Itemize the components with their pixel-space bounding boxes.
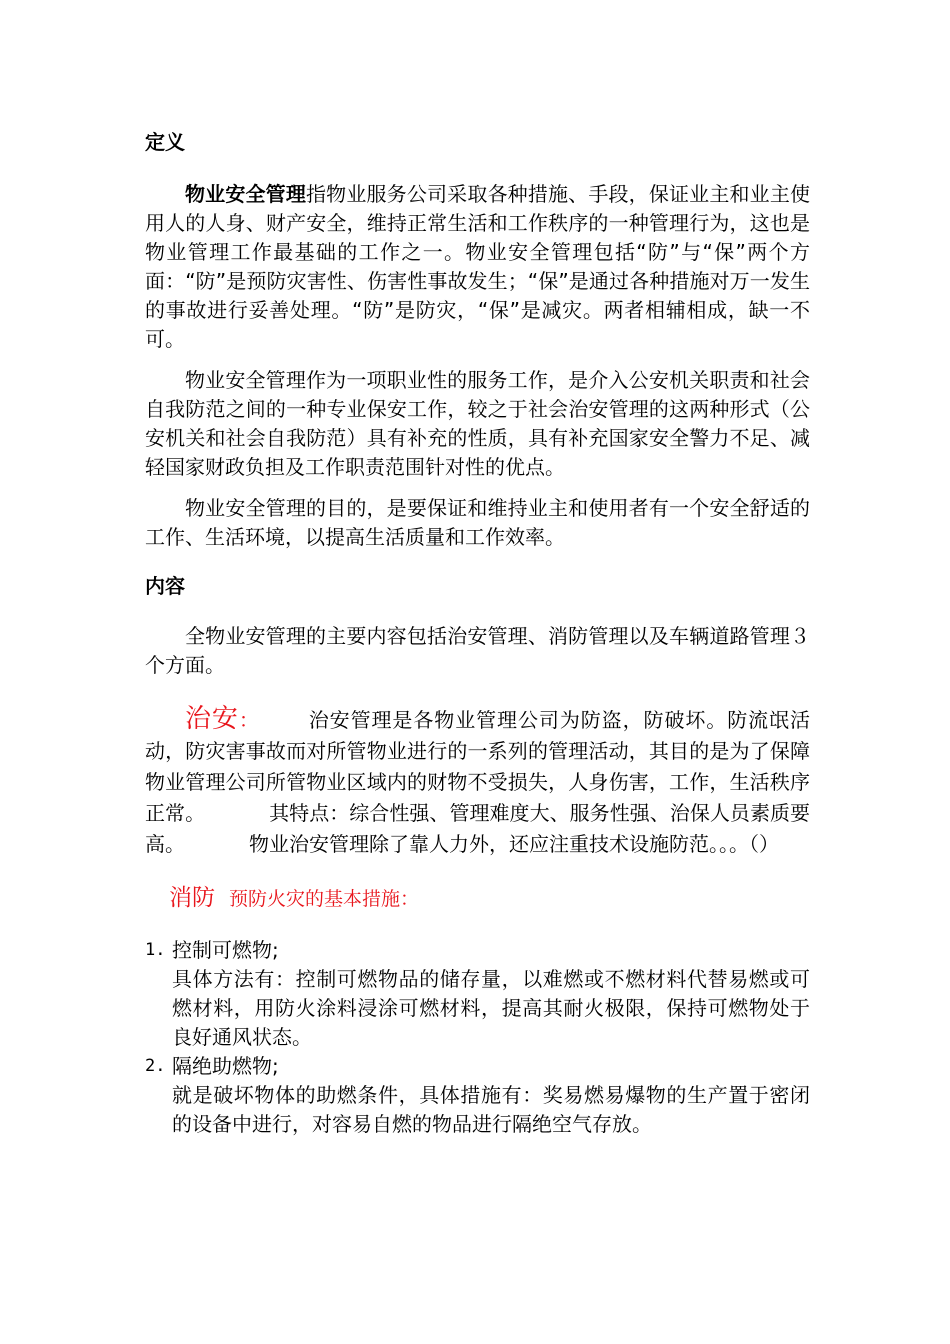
list-item-title: 隔绝助燃物; bbox=[172, 1054, 279, 1078]
section-heading-definition: 定义 bbox=[145, 130, 185, 154]
definition-paragraph-1 bbox=[145, 180, 810, 354]
xiaofang-label: 消防 bbox=[169, 885, 215, 911]
definition-paragraph-3: 物业安全管理的目的，是要保证和维持业主和使用者有一个安全舒适的工作、生活环境，以提高生活质量和工作效率。 bbox=[145, 496, 810, 549]
zhian-text-c: 物业治安管理除了靠人力外，还应注重技术设施防范。。。（） bbox=[249, 832, 779, 856]
definition-paragraph-1-text: 指物业服务公司采取各种措施、手段，保证业主和业主使用人的人身、财产安全，维持正常生活和工作秩序的一种管理行为，这也是物业管理工作最基础的工作之一。物业安全管理包括“防”与“保”两个方面：“防”是预防灾害性、伤害性事故发生；“保”是通过各种措施对万一发生的事故进行妥善处理。“防”是防灾，“保”是减灾。两者相辅相成，缺一不可。 bbox=[145, 182, 810, 351]
list-item bbox=[145, 936, 810, 1052]
list-item bbox=[145, 1052, 810, 1139]
fire-prevention-list bbox=[145, 936, 810, 1139]
term-bold: 物业安全管理 bbox=[185, 182, 306, 206]
definition-paragraph-2: 物业安全管理作为一项职业性的服务工作，是介入公安机关职责和社会自我防范之间的一种专业保安工作，较之于社会治安管理的这两种形式（公安机关和社会自我防范）具有补充的性质，具有补充国家安全警力不足、减轻国家财政负担及工作职责范围针对性的优点。 bbox=[145, 368, 810, 479]
list-item-number: 2. bbox=[145, 1056, 166, 1076]
xiaofang-subtitle: 预防火灾的基本措施： bbox=[229, 888, 420, 910]
list-item-number: 1. bbox=[145, 940, 166, 960]
section-heading-content: 内容 bbox=[145, 574, 185, 598]
zhian-text-b: 其特点：综合性强、管理难度大、服务性强、治保人员素质要高。 bbox=[145, 801, 811, 856]
document-body bbox=[145, 128, 810, 1139]
zhian-colon: ： bbox=[238, 708, 260, 732]
zhian-label: 治安 bbox=[185, 704, 239, 734]
zhian-text-a: 治安管理是各物业管理公司为防盗，防破坏。防流氓活动，防灾害事故而对所管物业进行的一系列的管理活动，其目的是为了保障物业管理公司所管物业区域内的财物不受损失，人身伤害，工作，生活秩序正常。 bbox=[145, 708, 811, 825]
list-item-body: 具体方法有：控制可燃物品的储存量，以难燃或不燃材料代替易燃或可燃材料，用防火涂料浸涂可燃材料，提高其耐火极限，保持可燃物处于良好通风状态。 bbox=[172, 967, 810, 1049]
zhian-paragraph bbox=[145, 704, 810, 860]
xiaofang-heading bbox=[169, 882, 810, 916]
content-paragraph-1: 全物业安管理的主要内容包括治安管理、消防管理以及车辆道路管理３个方面。 bbox=[145, 624, 810, 677]
list-item-body: 就是破坏物体的助燃条件，具体措施有：奖易燃易爆物的生产置于密闭的设备中进行，对容易自燃的物品进行隔绝空气存放。 bbox=[172, 1083, 810, 1136]
list-item-title: 控制可燃物; bbox=[172, 938, 279, 962]
